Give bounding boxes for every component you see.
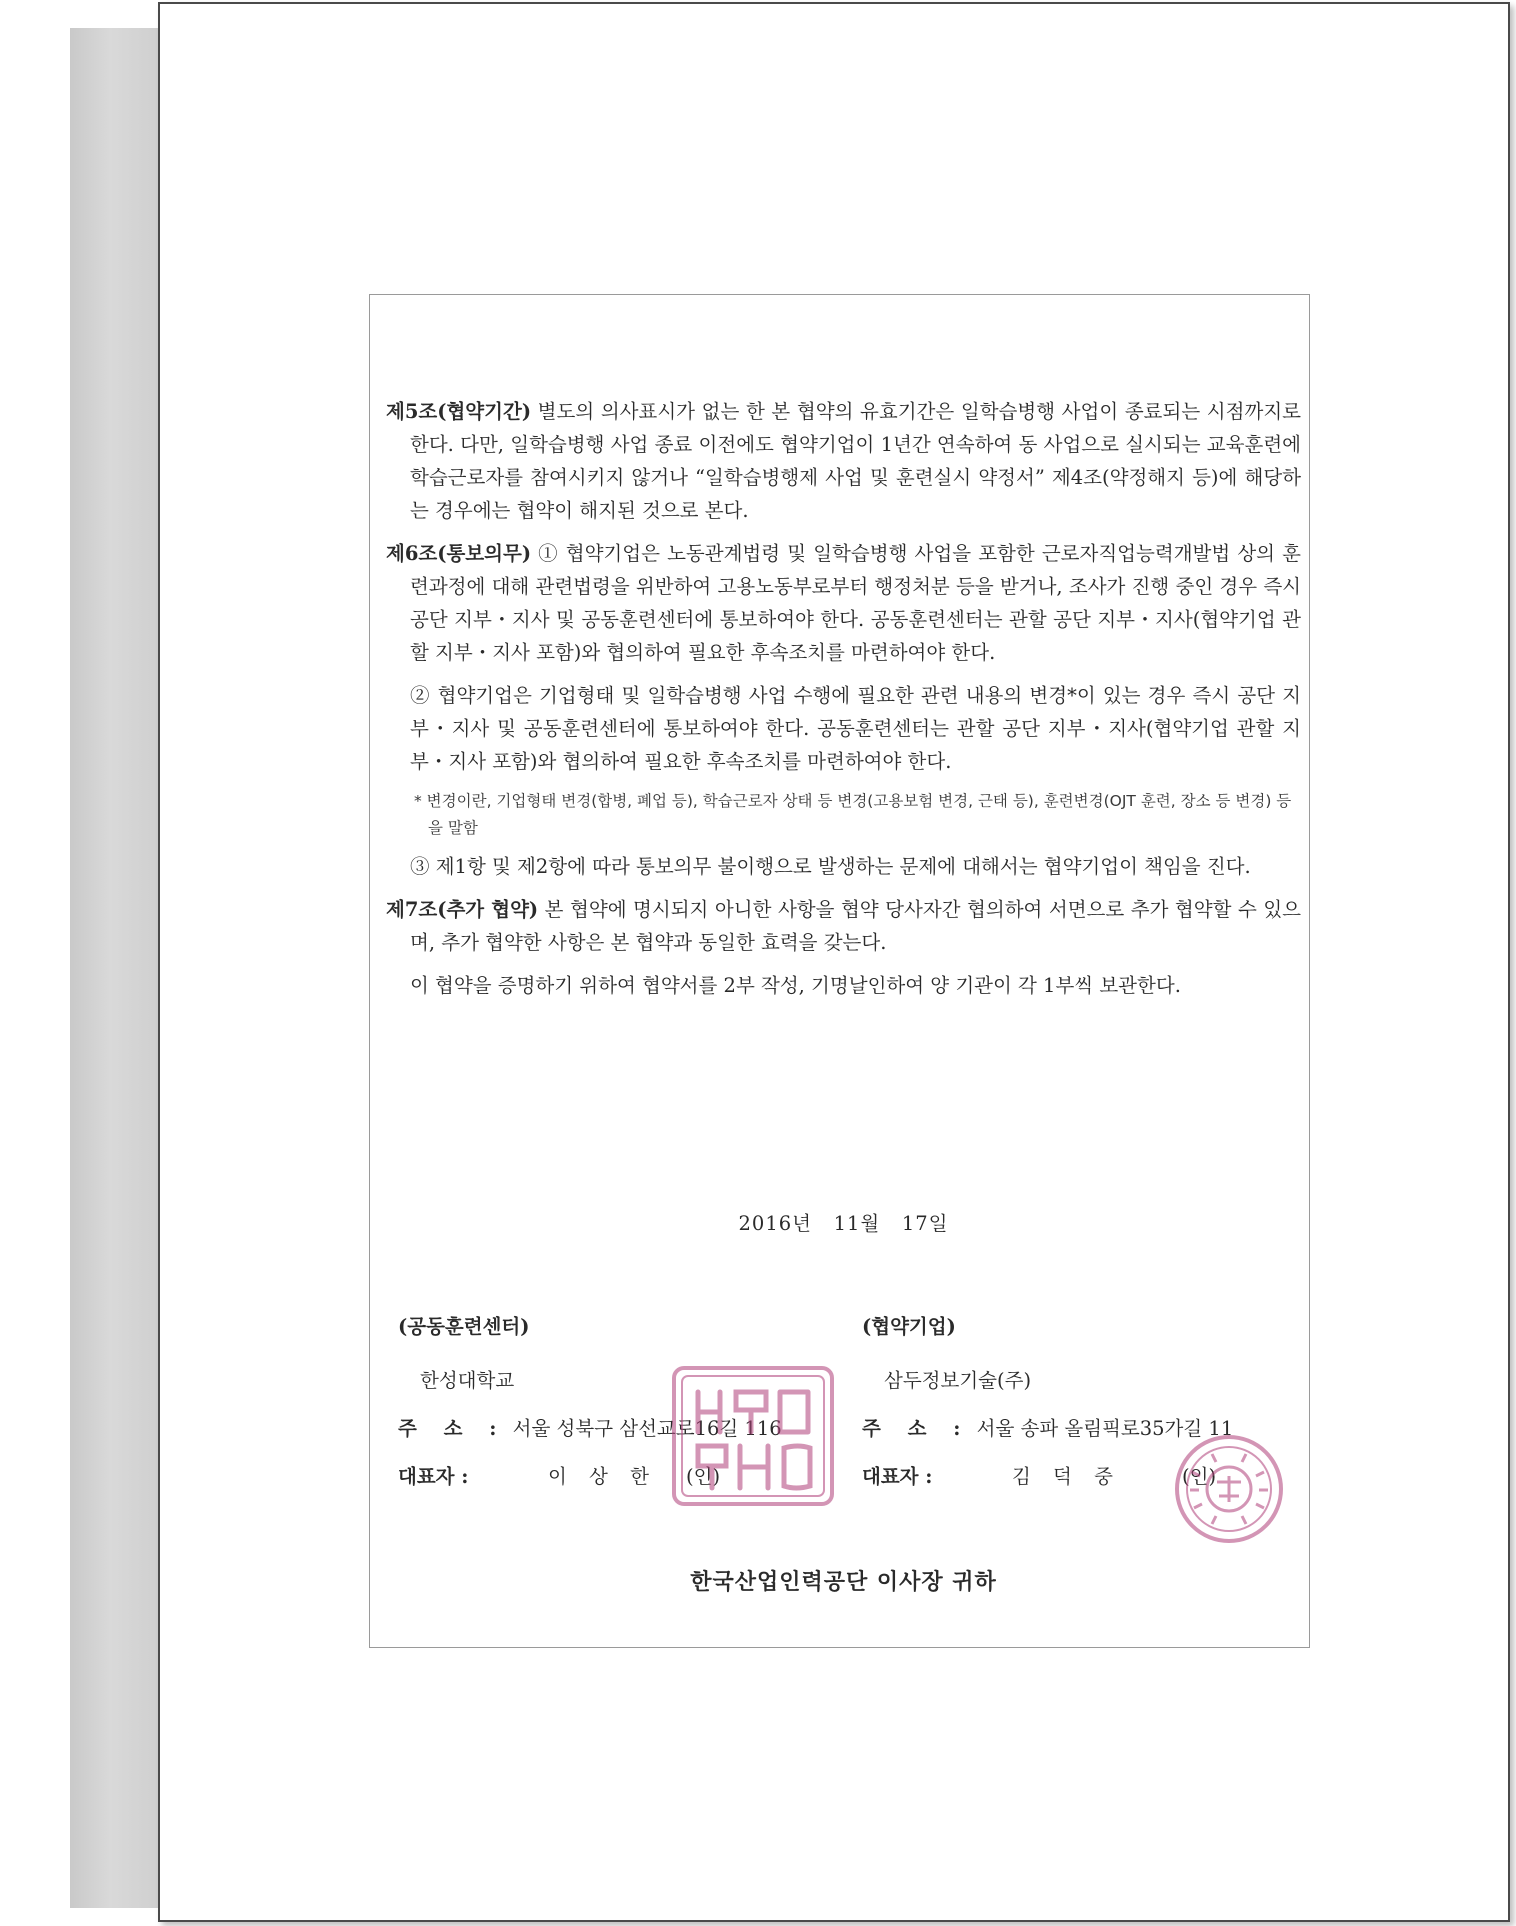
official-square-seal (668, 1362, 838, 1510)
party-left-name: 한성대학교 (420, 1369, 515, 1392)
party-right-rep-label: 대표자 : (862, 1465, 933, 1488)
article-6-paragraph-1: ① 협약기업은 노동관계법령 및 일학습병행 사업을 포함한 근로자직업능력개발법 상의 훈련과정에 대해 관련법령을 위반하여 고용노동부로부터 행정처분 등을 받거나, 조사가 진행 중인 경우 즉시 공단 지부・지사 및 공동훈련센터에 통보하여야 한다. 공동훈련센터는 관할 공단 지부・지사(협약기업 관할 지부・지사 포함)와 협의하여 필요한 후속조치를 마련하여야 한다. (410, 542, 1301, 664)
article-5-heading: 제5조(협약기간) (386, 400, 532, 423)
party-left-address-label: 주 소 : (398, 1417, 507, 1440)
article-7-heading: 제7조(추가 협약) (386, 898, 539, 921)
party-right-address: 서울 송파 올림픽로35가길 11 (976, 1417, 1234, 1440)
party-left-address: 서울 성북구 삼선교로16길 116 (512, 1417, 782, 1440)
party-right-address-label: 주 소 : (862, 1417, 971, 1440)
article-6-footnote (386, 788, 1301, 842)
article-7 (386, 893, 1301, 959)
agreement-body (386, 395, 1301, 1002)
closing-statement: 이 협약을 증명하기 위하여 협약서를 2부 작성, 기명날인하여 양 기관이 각 1부씩 보관한다. (410, 974, 1181, 997)
party-right-rep-name: 김 덕 중 (1012, 1465, 1121, 1488)
party-right-title: (협약기업) (862, 1315, 956, 1338)
party-right-seal-mark: (인) (1182, 1465, 1217, 1488)
party-left-rep-name: 이 상 한 (548, 1465, 657, 1488)
agreement-date: 2016년 11월 17일 (738, 1212, 949, 1235)
article-6-paragraph-2: ② 협약기업은 기업형태 및 일학습병행 사업 수행에 필요한 관련 내용의 변경*이 있는 경우 즉시 공단 지부・지사 및 공동훈련센터에 통보하여야 한다. 공동훈련센터는 관할 공단 지부・지사(협약기업 관할 지부・지사 포함)와 협의하여 필요한 후속조치를 마련하여야 한다. (410, 684, 1301, 773)
article-7-text: 본 협약에 명시되지 아니한 사항을 협약 당사자간 협의하여 서면으로 추가 협약할 수 있으며, 추가 협약한 사항은 본 협약과 동일한 효력을 갖는다. (410, 898, 1301, 954)
article-6-footnote-text: * 변경이란, 기업형태 변경(합병, 폐업 등), 학습근로자 상태 등 변경(고용보험 변경, 근태 등), 훈련변경(OJT 훈련, 장소 등 변경) 등을 말함 (414, 792, 1292, 837)
article-5 (386, 395, 1301, 527)
article-6-paragraph-3: ③ 제1항 및 제2항에 따라 통보의무 불이행으로 발생하는 문제에 대해서는 협약기업이 책임을 진다. (410, 855, 1251, 878)
party-right-name: 삼두정보기술(주) (884, 1369, 1032, 1392)
article-6 (386, 537, 1301, 669)
article-5-text: 별도의 의사표시가 없는 한 본 협약의 유효기간은 일학습병행 사업이 종료되는 시점까지로 한다. 다만, 일학습병행 사업 종료 이전에도 협약기업이 1년간 연속하여 동 사업으로 실시되는 교육훈련에 학습근로자를 참여시키지 않거나 “일학습병행제 사업 및 훈련실시 약정서” 제4조(약정해지 등)에 해당하는 경우에는 협약이 해지된 것으로 본다. (410, 400, 1301, 522)
company-round-seal (1172, 1432, 1286, 1546)
book-spine (70, 28, 160, 1908)
party-left-title: (공동훈련센터) (398, 1315, 530, 1338)
party-left-rep-label: 대표자 : (398, 1465, 469, 1488)
party-left-seal-mark: (인) (686, 1465, 721, 1488)
addressee-line: 한국산업인력공단 이사장 귀하 (690, 1569, 997, 1595)
article-6-heading: 제6조(통보의무) (386, 542, 532, 565)
